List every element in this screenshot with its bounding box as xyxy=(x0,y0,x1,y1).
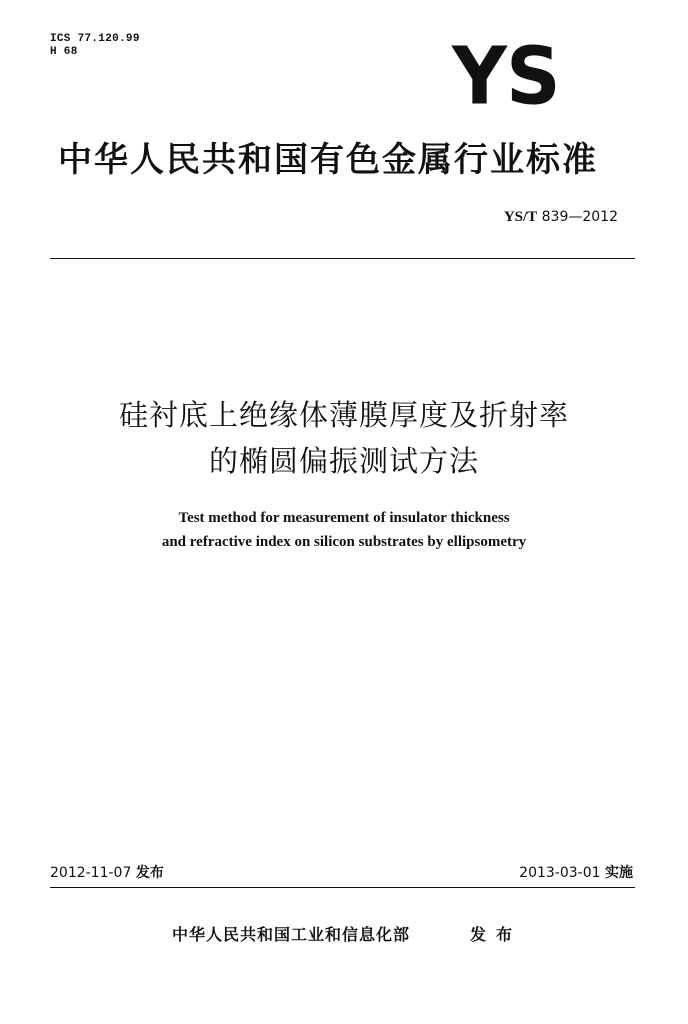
industry-standard-title: 中华人民共和国有色金属行业标准 xyxy=(58,140,598,180)
publisher-name: 中华人民共和国工业和信息化部 xyxy=(172,925,411,944)
implementation-date: 2013-03-01 xyxy=(519,865,601,881)
bottom-divider xyxy=(50,887,635,888)
ics-code: ICS 77.120.99 xyxy=(50,33,140,45)
ys-logo: YS xyxy=(452,28,560,123)
english-title xyxy=(0,506,688,554)
english-title-line-2: and refractive index on silicon substrates by ellipsometry xyxy=(161,534,527,550)
classification-codes xyxy=(50,33,140,59)
issue-date: 2012-11-07 xyxy=(50,865,132,881)
standard-code: YS/T xyxy=(503,209,538,225)
publish-label: 发布 xyxy=(470,925,523,944)
english-title-line-1: Test method for measurement of insulator thickness xyxy=(178,510,510,526)
chinese-title xyxy=(0,392,688,484)
standard-number xyxy=(504,208,618,226)
ccs-code: H 68 xyxy=(50,46,78,58)
issue-date-block xyxy=(50,864,164,882)
implementation-date-block xyxy=(519,864,633,882)
chinese-title-line-1: 硅衬底上绝缘体薄膜厚度及折射率 xyxy=(118,398,569,432)
standard-number-value: 839—2012 xyxy=(541,209,618,225)
top-divider xyxy=(50,258,635,259)
implementation-label: 实施 xyxy=(605,865,633,881)
issue-label: 发布 xyxy=(135,865,164,881)
chinese-title-line-2: 的椭圆偏振测试方法 xyxy=(208,444,479,478)
